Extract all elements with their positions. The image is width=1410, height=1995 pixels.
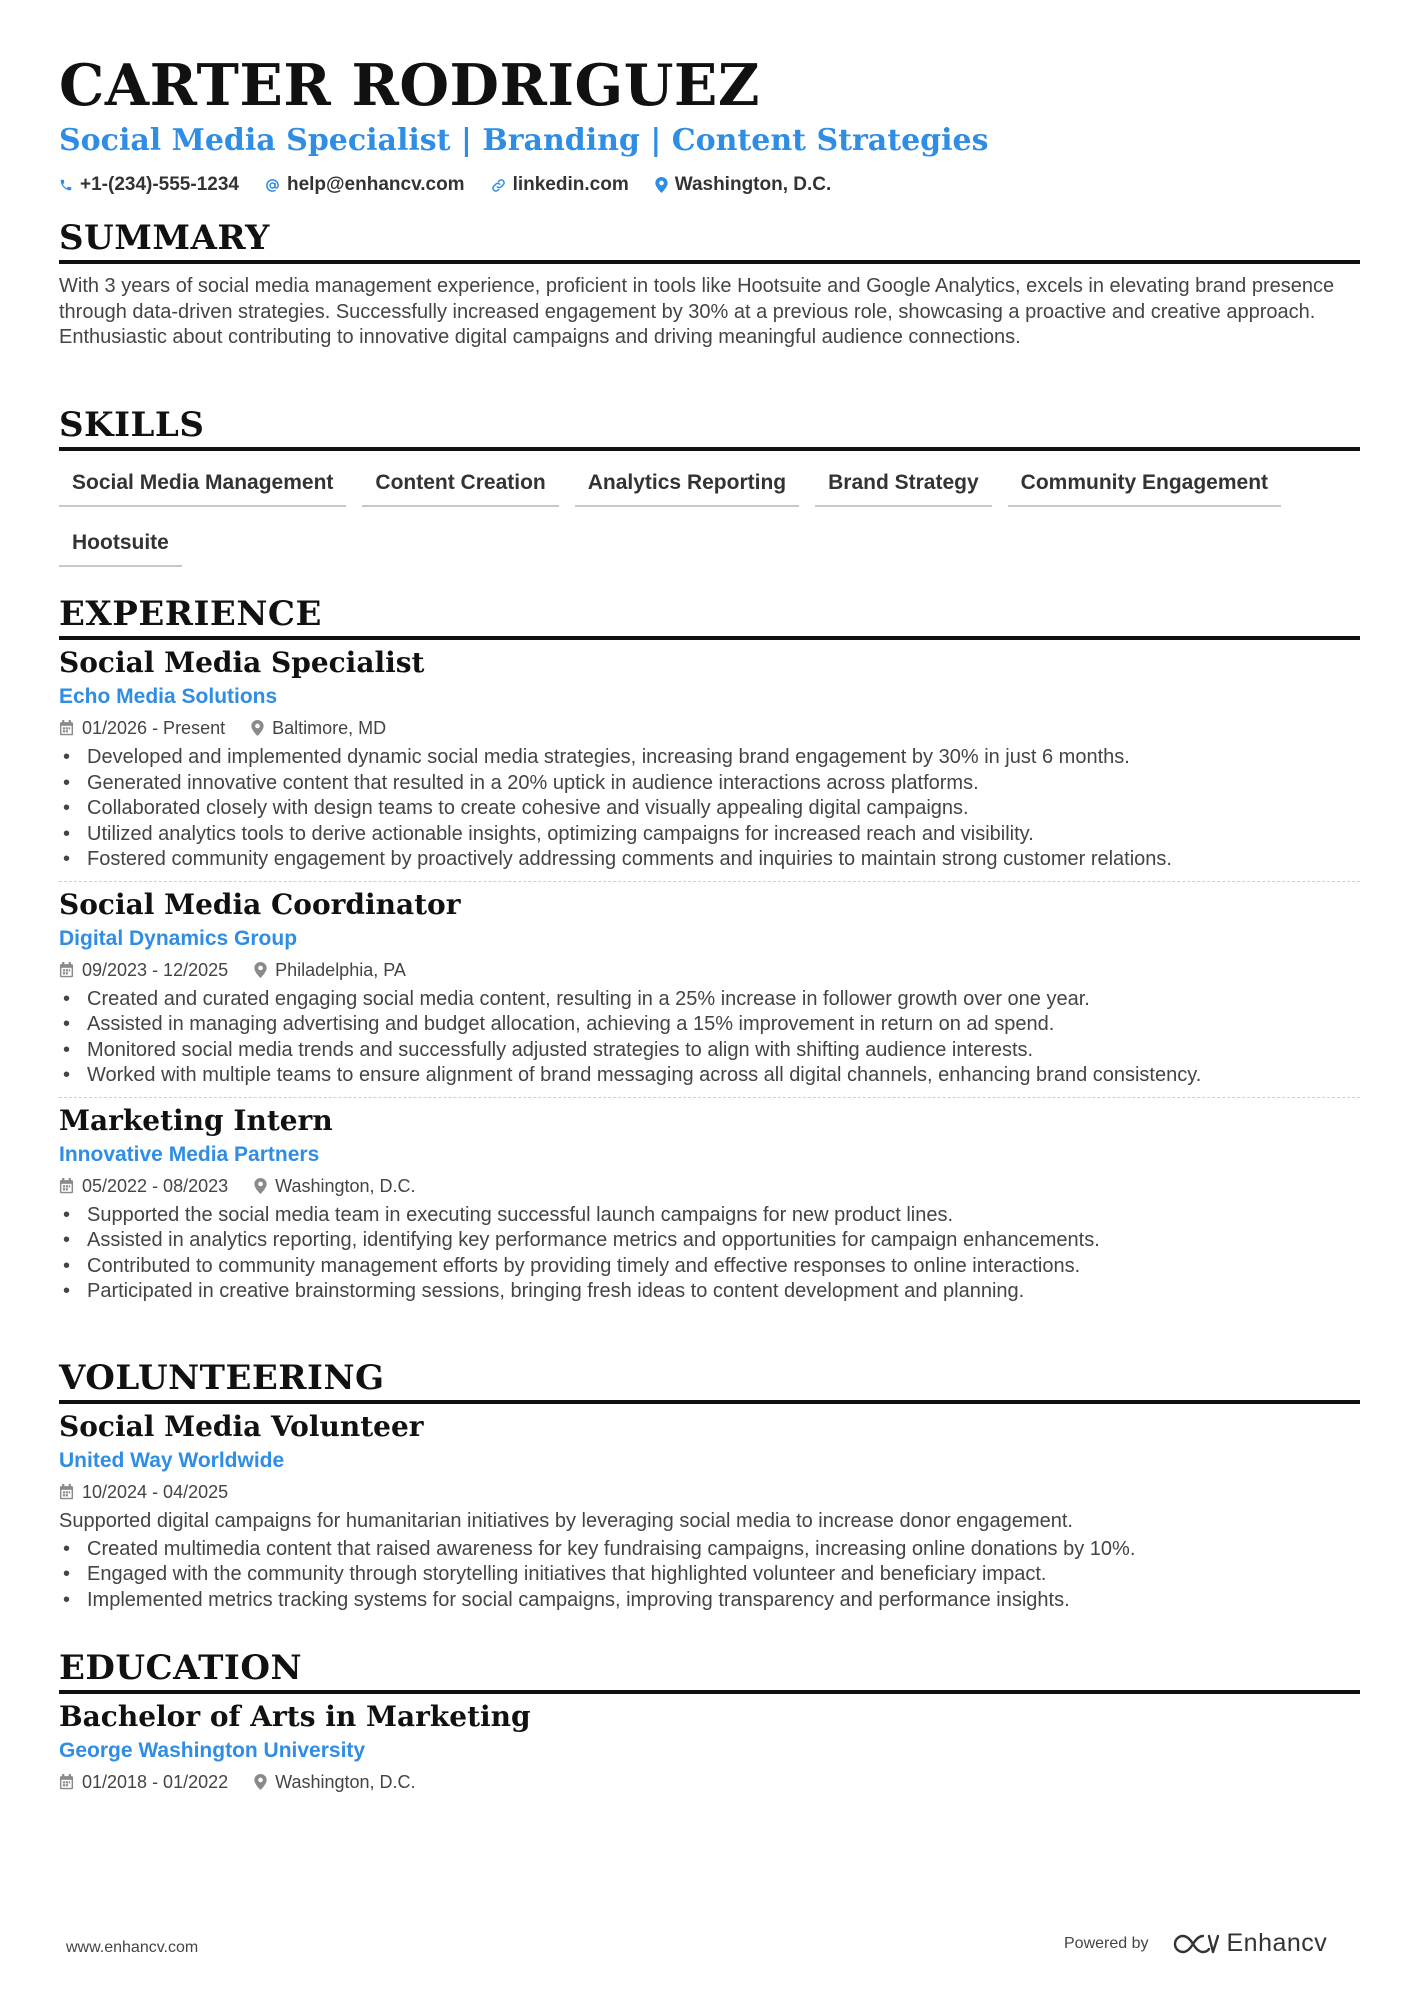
contact-email[interactable] — [265, 174, 465, 196]
calendar-icon — [59, 1484, 74, 1500]
section-title-experience: EXPERIENCE — [59, 594, 1360, 640]
organization-name: United Way Worldwide — [59, 1449, 285, 1472]
date-range — [59, 1480, 228, 1504]
footer-website[interactable]: www.enhancv.com — [66, 1939, 199, 1956]
location-text: Washington, D.C. — [674, 174, 832, 195]
bullet-item: • Implemented metrics tracking systems for social campaigns, improving transparency and performance insights. — [59, 1588, 1360, 1614]
skills-list — [59, 463, 1360, 583]
entry-meta — [59, 958, 1360, 982]
location-pin-icon — [254, 1774, 267, 1790]
bullet-item: • Created and curated engaging social media content, resulting in a 25% increase in follower growth over one year. — [59, 987, 1360, 1013]
entry-location — [254, 1174, 415, 1198]
bullet-item: • Fostered community engagement by proactively addressing comments and inquiries to maintain strong customer relations. — [59, 847, 1360, 873]
degree-title: Bachelor of Arts in Marketing — [59, 1700, 531, 1733]
entry-divider — [59, 1097, 1360, 1098]
location-text: Washington, D.C. — [275, 1772, 416, 1792]
contact-linkedin[interactable] — [491, 174, 629, 196]
date-text: 05/2022 - 08/2023 — [82, 1175, 229, 1196]
summary-text: With 3 years of social media management experience, proficient in tools like Hootsuite and Google Analytics, excels in elevating brand presence through data-driven strategies. Successfully increased engagement by 30% at a previous role, showcasing a proactive and creative approach. Enthusiastic about contributing to innovative digital campaigns and driving meaningful audience connections. — [59, 275, 1335, 348]
entry-meta — [59, 1770, 1360, 1794]
location-text: Philadelphia, PA — [275, 959, 406, 980]
bullet-item: • Developed and implemented dynamic social media strategies, increasing brand engagement by 30% in just 6 months. — [59, 745, 1360, 771]
skill-tag: Analytics Reporting — [575, 463, 799, 507]
skill-tag: Social Media Management — [59, 463, 346, 507]
company-name: Innovative Media Partners — [59, 1142, 320, 1166]
bullet-item: • Assisted in managing advertising and budget allocation, achieving a 15% improvement in return on ad spend. — [59, 1012, 1360, 1038]
bullet-list — [59, 987, 1360, 1089]
brand-name: Enhancv — [1226, 1929, 1328, 1957]
summary-section — [59, 218, 1360, 351]
date-range — [59, 1770, 228, 1794]
phone-text: +1-(234)-555-1234 — [80, 174, 239, 195]
contact-phone[interactable] — [59, 174, 239, 196]
section-title-education: EDUCATION — [59, 1648, 1360, 1694]
date-range — [59, 1174, 228, 1198]
bullet-item: • Utilized analytics tools to derive actionable insights, optimizing campaigns for increased reach and visibility. — [59, 822, 1360, 848]
date-range — [59, 958, 228, 982]
bullet-list — [59, 1203, 1360, 1305]
calendar-icon — [59, 962, 74, 978]
volunteering-section — [59, 1358, 1360, 1613]
school-name: George Washington University — [59, 1739, 366, 1762]
location-pin-icon — [655, 177, 668, 193]
job-title: Marketing Intern — [59, 1103, 333, 1137]
bullet-item: • Assisted in analytics reporting, identifying key performance metrics and opportunities for campaign enhancements. — [59, 1228, 1360, 1254]
calendar-icon — [59, 1178, 74, 1194]
section-title-volunteering: VOLUNTEERING — [59, 1358, 1360, 1404]
skills-section — [59, 405, 1360, 583]
at-icon — [265, 178, 280, 193]
entry-meta — [59, 1480, 1360, 1504]
skill-tag: Brand Strategy — [815, 463, 992, 507]
location-pin-icon — [254, 962, 267, 978]
footer-branding — [1064, 1929, 1327, 1958]
linkedin-text: linkedin.com — [512, 174, 629, 195]
email-text: help@enhancv.com — [286, 174, 465, 195]
skill-tag: Community Engagement — [1008, 463, 1281, 507]
date-text: 01/2018 - 01/2022 — [82, 1772, 229, 1792]
calendar-icon — [59, 1774, 74, 1790]
enhancv-logo-icon — [1173, 1932, 1219, 1956]
bullet-item: • Created multimedia content that raised awareness for key fundraising campaigns, increasing online donations by 10%. — [59, 1537, 1360, 1563]
bullet-item: • Collaborated closely with design teams to create cohesive and visually appealing digital campaigns. — [59, 796, 1360, 822]
skill-tag: Hootsuite — [59, 523, 182, 567]
section-title-skills: SKILLS — [59, 405, 1360, 451]
job-title: Social Media Coordinator — [59, 887, 461, 921]
bullet-list — [59, 1537, 1360, 1614]
contact-bar — [59, 174, 1360, 196]
powered-by-label: Powered by — [1064, 1934, 1149, 1952]
bullet-item: • Generated innovative content that resulted in a 20% uptick in audience interactions across platforms. — [59, 771, 1360, 797]
bullet-item: • Engaged with the community through storytelling initiatives that highlighted volunteer and beneficiary impact. — [59, 1562, 1360, 1588]
date-range — [59, 716, 225, 740]
location-pin-icon — [251, 720, 264, 736]
experience-entry — [59, 646, 1360, 882]
candidate-name: CARTER RODRIGUEZ — [59, 52, 760, 119]
location-text: Baltimore, MD — [272, 718, 387, 738]
volunteer-description: Supported digital campaigns for humanitarian initiatives by leveraging social media to increase donor engagement. — [59, 1510, 1073, 1532]
volunteer-role: Social Media Volunteer — [59, 1410, 424, 1443]
experience-entry — [59, 1104, 1360, 1305]
bullet-item: • Participated in creative brainstorming sessions, bringing fresh ideas to content development and planning. — [59, 1279, 1360, 1305]
entry-meta — [59, 716, 1360, 740]
company-name: Digital Dynamics Group — [59, 926, 298, 950]
location-text: Washington, D.C. — [275, 1175, 416, 1196]
entry-location — [254, 958, 406, 982]
company-name: Echo Media Solutions — [59, 685, 278, 708]
contact-location — [655, 174, 832, 196]
experience-entry — [59, 888, 1360, 1098]
bullet-item: • Worked with multiple teams to ensure alignment of brand messaging across all digital channels, enhancing brand consistency. — [59, 1063, 1360, 1089]
skill-tag: Content Creation — [362, 463, 558, 507]
headline: Social Media Specialist | Branding | Content Strategies — [59, 123, 989, 158]
entry-location — [254, 1770, 415, 1794]
phone-icon — [59, 178, 73, 192]
calendar-icon — [59, 720, 74, 736]
education-section — [59, 1648, 1360, 1794]
date-text: 10/2024 - 04/2025 — [82, 1482, 229, 1502]
experience-section — [59, 594, 1360, 1305]
bullet-item: • Monitored social media trends and successfully adjusted strategies to align with shifting audience interests. — [59, 1038, 1360, 1064]
entry-location — [251, 716, 386, 740]
entry-divider — [59, 881, 1360, 882]
date-text: 09/2023 - 12/2025 — [82, 959, 229, 980]
bullet-item: • Supported the social media team in executing successful launch campaigns for new product lines. — [59, 1203, 1360, 1229]
link-icon — [491, 178, 506, 193]
volunteering-entry — [59, 1410, 1360, 1613]
job-title: Social Media Specialist — [59, 646, 425, 679]
bullet-list — [59, 745, 1360, 873]
bullet-item: • Contributed to community management efforts by providing timely and effective responses to online interactions. — [59, 1254, 1360, 1280]
location-pin-icon — [254, 1178, 267, 1194]
date-text: 01/2026 - Present — [82, 718, 226, 738]
entry-meta — [59, 1174, 1360, 1198]
section-title-summary: SUMMARY — [59, 218, 1360, 264]
education-entry — [59, 1700, 1360, 1794]
resume-page — [59, 52, 1360, 1792]
